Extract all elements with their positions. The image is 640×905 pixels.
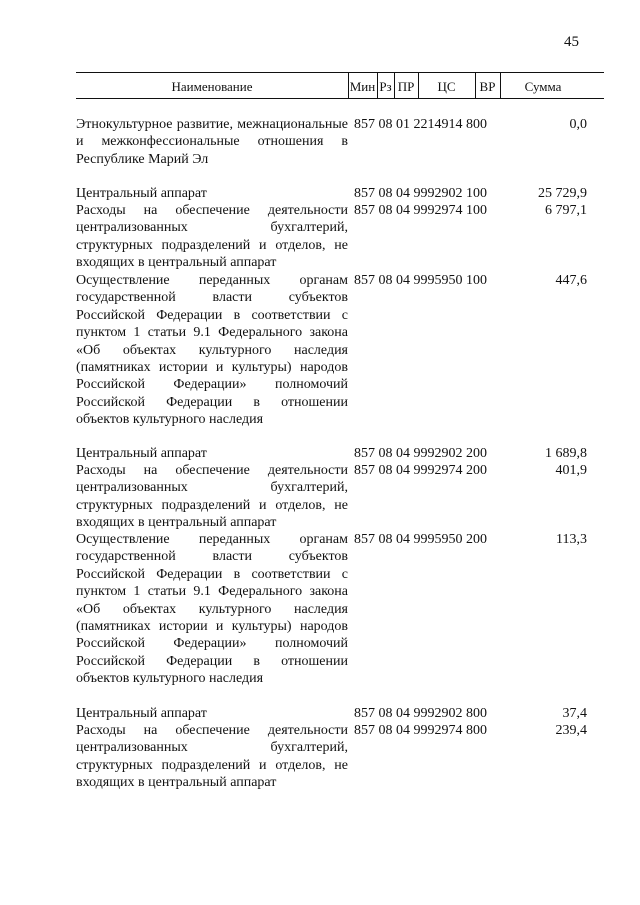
header-min: Мин: [349, 79, 376, 94]
header-cs: ЦС: [437, 79, 456, 94]
row-name: Осуществление переданных органам государственной власти субъектов Российской Федерации в соответствии с пунктом 1 статьи 9.1 Федерального закона «Об объектах культурного наследия (памятниках истории и культуры) народов Российской Федерации» полномочий Российской Федерации в отношении объектов культурного наследия: [76, 273, 348, 428]
row-name: Этнокультурное развитие, межнациональные и межконфессиональные отношения в Республике Марий Эл: [76, 117, 348, 167]
row-codes: 857 08 04 9992974 100: [354, 203, 487, 218]
page-number: 45: [564, 34, 579, 50]
row-codes: 857 08 04 9992902 100: [354, 186, 487, 201]
row-name: Центральный аппарат: [76, 706, 207, 721]
row-name: Расходы на обеспечение деятельности централизованных бухгалтерий, структурных подразделений и отделов, не входящих в центральный аппарат: [76, 203, 348, 271]
row-name: Осуществление переданных органам государственной власти субъектов Российской Федерации в соответствии с пунктом 1 статьи 9.1 Федерального закона «Об объектах культурного наследия (памятниках истории и культуры) народов Российской Федерации» полномочий Российской Федерации в отношении объектов культурного наследия: [76, 532, 348, 687]
header-bottom-rule: [76, 98, 604, 99]
row-codes: 857 08 04 9995950 100: [354, 273, 487, 288]
row-codes: 857 08 01 2214914 800: [354, 117, 487, 132]
row-sum: 447,6: [555, 273, 587, 288]
row-name: Расходы на обеспечение деятельности централизованных бухгалтерий, структурных подразделений и отделов, не входящих в центральный аппарат: [76, 463, 348, 531]
header-pr: ПР: [397, 79, 415, 94]
row-sum: 6 797,1: [545, 203, 587, 218]
row-codes: 857 08 04 9992902 200: [354, 446, 487, 461]
header-rz: Рз: [379, 79, 392, 94]
header-name: Наименование: [171, 79, 253, 94]
row-codes: 857 08 04 9995950 200: [354, 532, 487, 547]
header-vr: ВР: [479, 79, 496, 94]
row-sum: 37,4: [562, 706, 587, 721]
row-sum: 401,9: [555, 463, 587, 478]
row-sum: 1 689,8: [545, 446, 587, 461]
header-top-rule: [76, 72, 604, 73]
row-sum: 239,4: [555, 723, 587, 738]
row-sum: 25 729,9: [538, 186, 587, 201]
row-name: Центральный аппарат: [76, 446, 207, 461]
header-sum: Сумма: [524, 79, 562, 94]
row-codes: 857 08 04 9992974 800: [354, 723, 487, 738]
row-codes: 857 08 04 9992902 800: [354, 706, 487, 721]
row-name: Центральный аппарат: [76, 186, 207, 201]
row-codes: 857 08 04 9992974 200: [354, 463, 487, 478]
row-sum: 0,0: [569, 117, 587, 132]
row-sum: 113,3: [556, 532, 587, 547]
row-name: Расходы на обеспечение деятельности централизованных бухгалтерий, структурных подразделений и отделов, не входящих в центральный аппарат: [76, 723, 348, 791]
